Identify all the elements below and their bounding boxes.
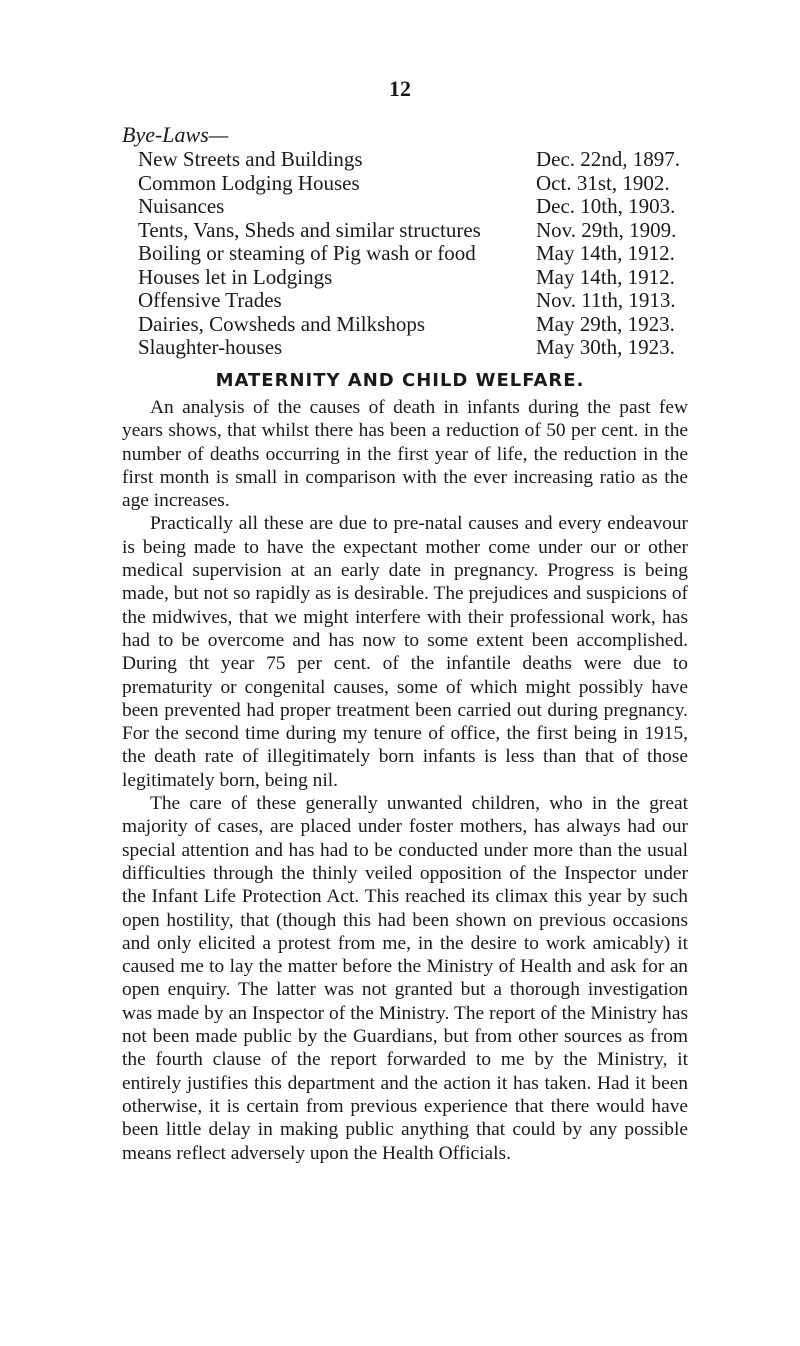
bylaw-item: Tents, Vans, Sheds and similar structures xyxy=(138,217,481,242)
bylaw-item: Houses let in Lodgings xyxy=(138,264,333,289)
bylaw-row xyxy=(138,313,686,337)
bylaw-row xyxy=(138,219,686,243)
bylaws-list xyxy=(138,148,686,360)
bylaw-date: May 29th, 1923. xyxy=(536,311,675,336)
bylaw-date: Nov. 29th, 1909. xyxy=(536,217,677,242)
bylaw-item: Common Lodging Houses xyxy=(138,170,360,195)
bylaw-item: Slaughter-houses xyxy=(138,335,283,359)
bylaw-item: New Streets and Buildings xyxy=(138,147,363,171)
bylaw-date: Dec. 22nd, 1897. xyxy=(536,147,681,171)
bylaw-row xyxy=(138,195,686,219)
bylaw-row xyxy=(138,172,686,196)
bylaw-row xyxy=(138,148,686,172)
paragraph: Practically all these are due to pre-natal causes and every endeavour is being made to have the expectant mother come under our or other medical supervision at an early date in pregnancy. Progress is being made, but not so rapidly as is desirable. The prejudices and suspicions of the midwives, that we might interfere with their professional work, has had to be overcome and has now to some extent been accomplished. During tht year 75 per cent. of the infantile deaths were due to prematurity or congenital causes, some of which might possibly have been prevented had proper treatment been carried out during pregnancy. For the second time during my tenure of office, the first being in 1915, the death rate of illegitimately born infants is less than that of those legitimately born, being nil. xyxy=(122,513,688,791)
body-text xyxy=(122,396,688,1165)
bylaw-date: Oct. 31st, 1902. xyxy=(536,170,670,195)
bylaw-row xyxy=(138,242,686,266)
paragraph: The care of these generally unwanted children, who in the great majority of cases, are placed under foster mothers, has always had our special attention and has had to be conducted under more than the usual difficulties through the thinly veiled opposition of the Inspector under the Infant Life Protection Act. This reached its climax this year by such open hostility, that (though this had been shown on previous occasions and only elicited a protest from me, in the desire to work amicably) it caused me to lay the matter before the Ministry of Health and ask for an open enquiry. The latter was not granted but a thorough investigation was made by an Inspector of the Ministry. The report of the Ministry has not been made public by the Guardians, but from other sources as from the fourth clause of the report forwarded to me by the Ministry, it entirely justifies this department and the action it has taken. Had it been otherwise, it is certain from previous experience that there would have been little delay in making public anything that could by any possible means reflect adversely upon the Health Officials. xyxy=(122,793,688,1164)
bylaw-row xyxy=(138,289,686,313)
bylaws-heading: Bye-Laws— xyxy=(122,122,229,147)
page-number: 12 xyxy=(389,76,411,101)
bylaw-date: May 30th, 1923. xyxy=(536,335,675,359)
bylaw-date: Dec. 10th, 1903. xyxy=(536,194,676,218)
bylaw-item: Nuisances xyxy=(138,194,225,218)
bylaw-item: Offensive Trades xyxy=(138,288,282,312)
bylaw-row xyxy=(138,266,686,290)
paragraph: An analysis of the causes of death in infants during the past few years shows, that whilst there has been a reduction of 50 per cent. in the number of deaths occurring in the first year of life, the reduction in the first month is small in comparison with the ever increasing ratio as the age increases. xyxy=(122,397,688,512)
bylaw-date: May 14th, 1912. xyxy=(536,241,675,265)
bylaw-date: May 14th, 1912. xyxy=(536,264,675,289)
bylaw-date: Nov. 11th, 1913. xyxy=(536,288,676,312)
bylaw-row xyxy=(138,336,686,360)
bylaw-item: Dairies, Cowsheds and Milkshops xyxy=(138,311,425,336)
section-heading: MATERNITY AND CHILD WELFARE. xyxy=(215,370,585,391)
bylaw-item: Boiling or steaming of Pig wash or food xyxy=(138,241,476,265)
